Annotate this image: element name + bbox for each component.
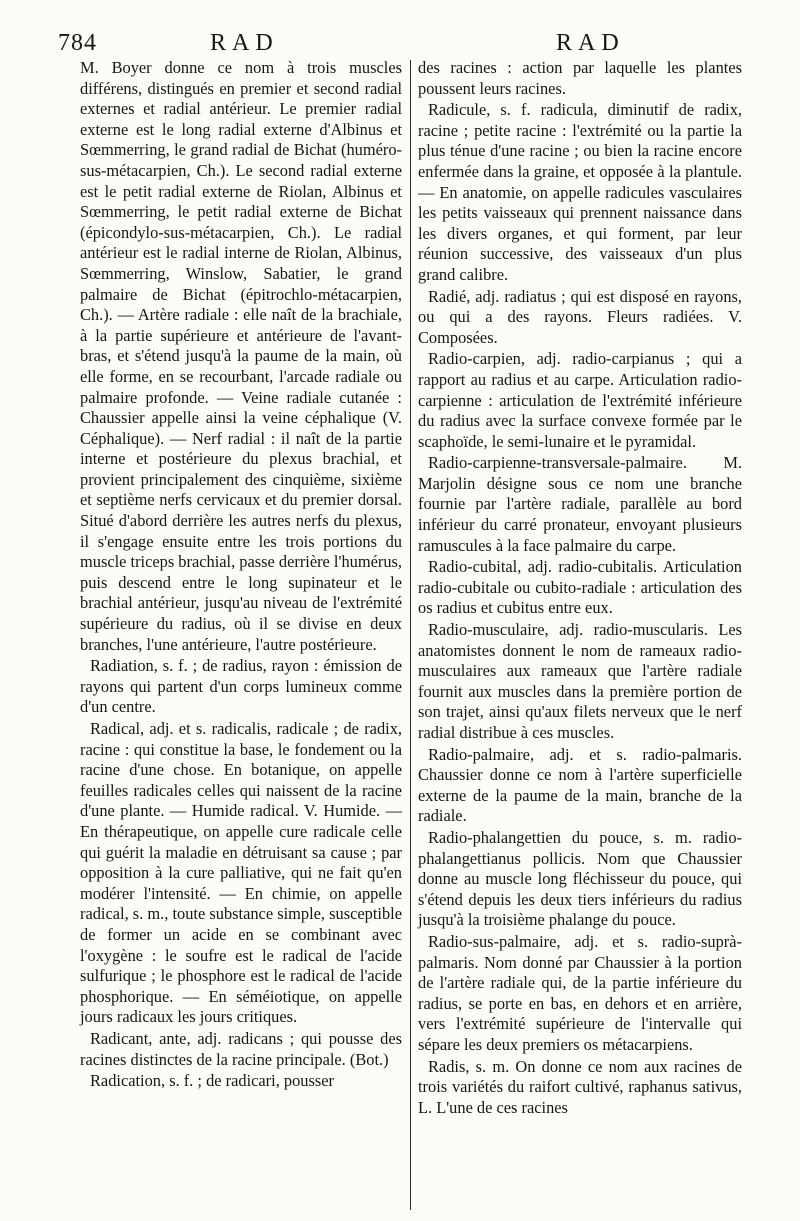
running-head-left: RAD	[210, 30, 279, 56]
entry-radio-carpien: Radio-carpien, adj. radio-carpianus ; qui a rapport au radius et au carpe. Articulation radio-carpienne : articulation de l'extrémité inférieure du radius avec la surface convexe formée par le scaphoïde, le semi-lunaire et le pyramidal.	[418, 349, 742, 451]
entry-radio-cubital: Radio-cubital, adj. radio-cubitalis. Articulation radio-cubitale ou cubito-radiale : articulation des os radius et cubitus entre eux.	[418, 557, 742, 618]
entry-radicule: Radicule, s. f. radicula, diminutif de radix, racine ; petite racine : l'extrémité ou la partie la plus ténue d'une racine ; ou bien la racine encore enfermée dans la graine, et opposée à la plantule. — En anatomie, on appelle radicules vasculaires les petits vaisseaux qui prennent naissance dans les divers organes, et qui forment, par leur réunion successive, des vaisseaux d'un plus grand calibre.	[418, 100, 742, 284]
entry-radical: Radical, adj. et s. radicalis, radicale ; de radix, racine : qui constitue la base, le fondement ou la racine d'une chose. En botanique, on appelle feuilles radicales celles qui naissent de la racine d'une plante. — Humide radical. V. Humide. — En thérapeutique, on appelle cure radicale celle qui guérit la maladie en détruisant sa cause ; par opposition à la cure palliative, qui ne fait qu'en modérer l'intensité. — En chimie, on appelle radical, s. m., toute substance simple, susceptible de former un acide en se combinant avec l'oxygène : le soufre est le radical de l'acide sulfurique ; le phosphore est le radical de l'acide phosphorique. — En séméiotique, on appelle jours radicaux les jours critiques.	[80, 719, 402, 1027]
entry-radie: Radié, adj. radiatus ; qui est disposé en rayons, ou qui a des rayons. Fleurs radiées. V. Composées.	[418, 286, 742, 347]
entry-radial-continued: M. Boyer donne ce nom à trois muscles différens, distingués en premier et second radial externes et radial antérieur. Le premier radial externe est le long radial externe d'Albinus et Sœmmerring, le grand radial de Bichat (huméro-sus-métacarpien, Ch.). Le second radial externe est le petit radial externe de Riolan, Albinus et Sœmmerring, le petit radial externe de Bichat (épicondylo-sus-métacarpien, Ch.). Le radial antérieur est le radial interne de Riolan, Albinus, Sœmmerring, Winslow, Sabatier, le grand palmaire de Bichat (épitrochlo-métacarpien, Ch.). — Artère radiale : elle naît de la brachiale, à la partie supérieure et antérieure de l'avant-bras, et s'étend jusqu'à la paume de la main, où elle forme, en se recourbant, l'arcade radiale ou palmaire profonde. — Veine radiale cutanée : Chaussier appelle ainsi la veine céphalique (V. Céphalique). — Nerf radial : il naît de la partie interne et postérieure du plexus brachial, et provient principalement des cinquième, sixième et septième nerfs cervicaux et du premier dorsal. Situé d'abord derrière les autres nerfs du plexus, il s'engage ensuite entre les trois portions du muscle triceps brachial, passe derrière l'humérus, puis descend entre le long supinateur et le brachial antérieur, jusqu'au niveau de l'extrémité supérieure du radius, où il se divise en deux branches, l'une antérieure, l'autre postérieure.	[80, 58, 402, 654]
entry-radication: Radication, s. f. ; de radicari, pousser	[90, 1071, 334, 1091]
entry-radio-carpienne-transversale-palmaire: Radio-carpienne-transversale-palmaire. M. Marjolin désigne sous ce nom une branche fournie par l'artère radiale, parallèle au bord inférieur du carré pronateur, envoyant plusieurs ramuscules à la face palmaire du carpe.	[418, 453, 742, 555]
page-number: 784	[58, 30, 97, 56]
entry-radication-continued: des racines : action par laquelle les plantes poussent leurs racines.	[418, 58, 742, 98]
entry-radio-phalangettien: Radio-phalangettien du pouce, s. m. radio-phalangettianus pollicis. Nom que Chaussier donne au muscle long fléchisseur du pouce, qui s'étend depuis les deux tiers inférieurs du radius jusqu'à la troisième phalange du pouce.	[418, 827, 742, 930]
entry-radio-musculaire: Radio-musculaire, adj. radio-muscularis. Les anatomistes donnent le nom de rameaux radio-musculaires aux rameaux que l'artère radiale fournit aux muscles dans la première portion de son trajet, ainsi qu'aux filets nerveux que le nerf radial distribue à ces muscles.	[418, 620, 742, 742]
running-header	[0, 30, 800, 60]
left-column	[80, 58, 402, 1093]
entry-radio-palmaire: Radio-palmaire, adj. et s. radio-palmaris. Chaussier donne ce nom à l'artère superficielle externe de la paume de la main, branche de la radiale.	[418, 744, 742, 826]
entry-radiation: Radiation, s. f. ; de radius, rayon : émission de rayons qui partent d'un corps lumineux comme d'un centre.	[80, 656, 402, 717]
entry-radio-sus-palmaire: Radio-sus-palmaire, adj. et s. radio-suprà-palmaris. Nom donné par Chaussier à la portion de l'artère radiale qui, de la partie inférieure du radius, se porte en bas, en dehors et en arrière, vers l'extrémité supérieure de l'intervalle qui sépare les deux premiers os métacarpiens.	[418, 931, 742, 1054]
running-head-right: RAD	[556, 30, 625, 56]
entry-radicant: Radicant, ante, adj. radicans ; qui pousse des racines distinctes de la racine principale. (Bot.)	[80, 1028, 402, 1069]
right-column	[418, 58, 742, 1119]
column-divider	[410, 60, 411, 1210]
entry-radis: Radis, s. m. On donne ce nom aux racines de trois variétés du raifort cultivé, raphanus sativus, L. L'une de ces racines	[418, 1056, 742, 1117]
